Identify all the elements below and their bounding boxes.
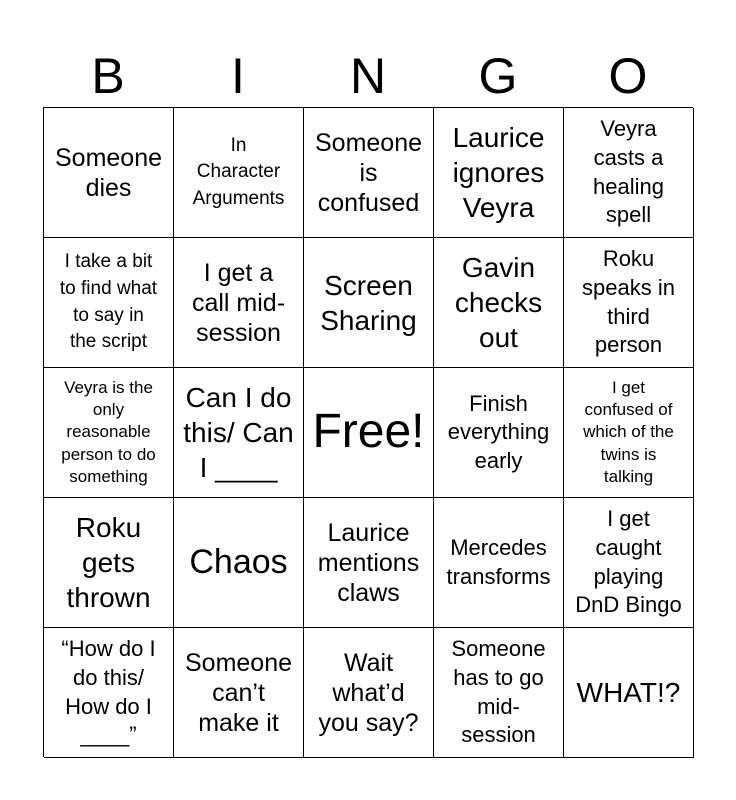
- bingo-cell-r0-c2[interactable]: [304, 108, 434, 238]
- bingo-cell-r2-c1[interactable]: [174, 368, 304, 498]
- bingo-cell-r3-c4[interactable]: [564, 498, 694, 628]
- cell-label: Someone dies: [54, 143, 163, 202]
- bingo-cell-r1-c4[interactable]: [564, 238, 694, 368]
- bingo-cell-r0-c3[interactable]: [434, 108, 564, 238]
- cell-label: I get a call mid- session: [191, 258, 286, 347]
- cell-label: Veyra casts a healing spell: [593, 116, 664, 228]
- bingo-cell-r2-c4[interactable]: [564, 368, 694, 498]
- cell-label: Laurice mentions claws: [317, 518, 420, 607]
- bingo-cell-r3-c2[interactable]: [304, 498, 434, 628]
- bingo-cell-r3-c1[interactable]: [174, 498, 304, 628]
- header-letter-n: N: [349, 48, 387, 104]
- bingo-cell-r0-c0[interactable]: [44, 108, 174, 238]
- cell-label: Screen Sharing: [320, 269, 417, 336]
- bingo-cell-r0-c4[interactable]: [564, 108, 694, 238]
- cell-label: Mercedes transforms: [446, 534, 551, 589]
- bingo-header: [43, 48, 693, 104]
- cell-label: I get caught playing DnD Bingo: [575, 506, 682, 618]
- bingo-cell-r1-c3[interactable]: [434, 238, 564, 368]
- cell-label: Roku gets thrown: [66, 512, 151, 613]
- cell-label: Chaos: [189, 542, 288, 581]
- cell-label: Gavin checks out: [454, 252, 543, 353]
- cell-label: Veyra is the only reasonable person to do something: [61, 378, 156, 486]
- cell-label: I take a bit to find what to say in the script: [59, 251, 158, 353]
- bingo-cell-r2-c3[interactable]: [434, 368, 564, 498]
- cell-label: In Character Arguments: [192, 134, 285, 209]
- free-space-label: Free!: [312, 405, 425, 459]
- cell-label: Someone can’t make it: [184, 648, 293, 737]
- bingo-cell-r4-c1[interactable]: [174, 628, 304, 758]
- cell-label: Finish everything early: [447, 390, 550, 473]
- header-letter-g: G: [478, 48, 518, 104]
- cell-label: I get confused of which of the twins is talking: [583, 378, 674, 486]
- cell-label: Laurice ignores Veyra: [452, 122, 545, 223]
- bingo-cell-r4-c2[interactable]: [304, 628, 434, 758]
- cell-label: WHAT!?: [576, 677, 681, 708]
- bingo-cell-r3-c0[interactable]: [44, 498, 174, 628]
- bingo-cell-r1-c1[interactable]: [174, 238, 304, 368]
- bingo-cell-r4-c3[interactable]: [434, 628, 564, 758]
- cell-label: “How do I do this/ How do I ____”: [61, 636, 156, 748]
- bingo-cell-r4-c0[interactable]: [44, 628, 174, 758]
- cell-label: Wait what’d you say?: [318, 648, 419, 737]
- bingo-cell-r0-c1[interactable]: [174, 108, 304, 238]
- cell-label: Someone is confused: [314, 128, 423, 217]
- bingo-cell-r1-c2[interactable]: [304, 238, 434, 368]
- bingo-cell-r1-c0[interactable]: [44, 238, 174, 368]
- bingo-cell-r4-c4[interactable]: [564, 628, 694, 758]
- cell-label: Can I do this/ Can I ____: [183, 382, 294, 483]
- header-letter-b: B: [91, 48, 125, 104]
- bingo-cell-r2-c2-free[interactable]: [304, 368, 434, 498]
- bingo-cell-r2-c0[interactable]: [44, 368, 174, 498]
- cell-label: Roku speaks in third person: [582, 246, 675, 358]
- bingo-cell-r3-c3[interactable]: [434, 498, 564, 628]
- header-letter-o: O: [608, 48, 648, 104]
- cell-label: Someone has to go mid- session: [451, 636, 546, 748]
- bingo-board: [43, 107, 693, 757]
- header-letter-i: I: [231, 48, 245, 104]
